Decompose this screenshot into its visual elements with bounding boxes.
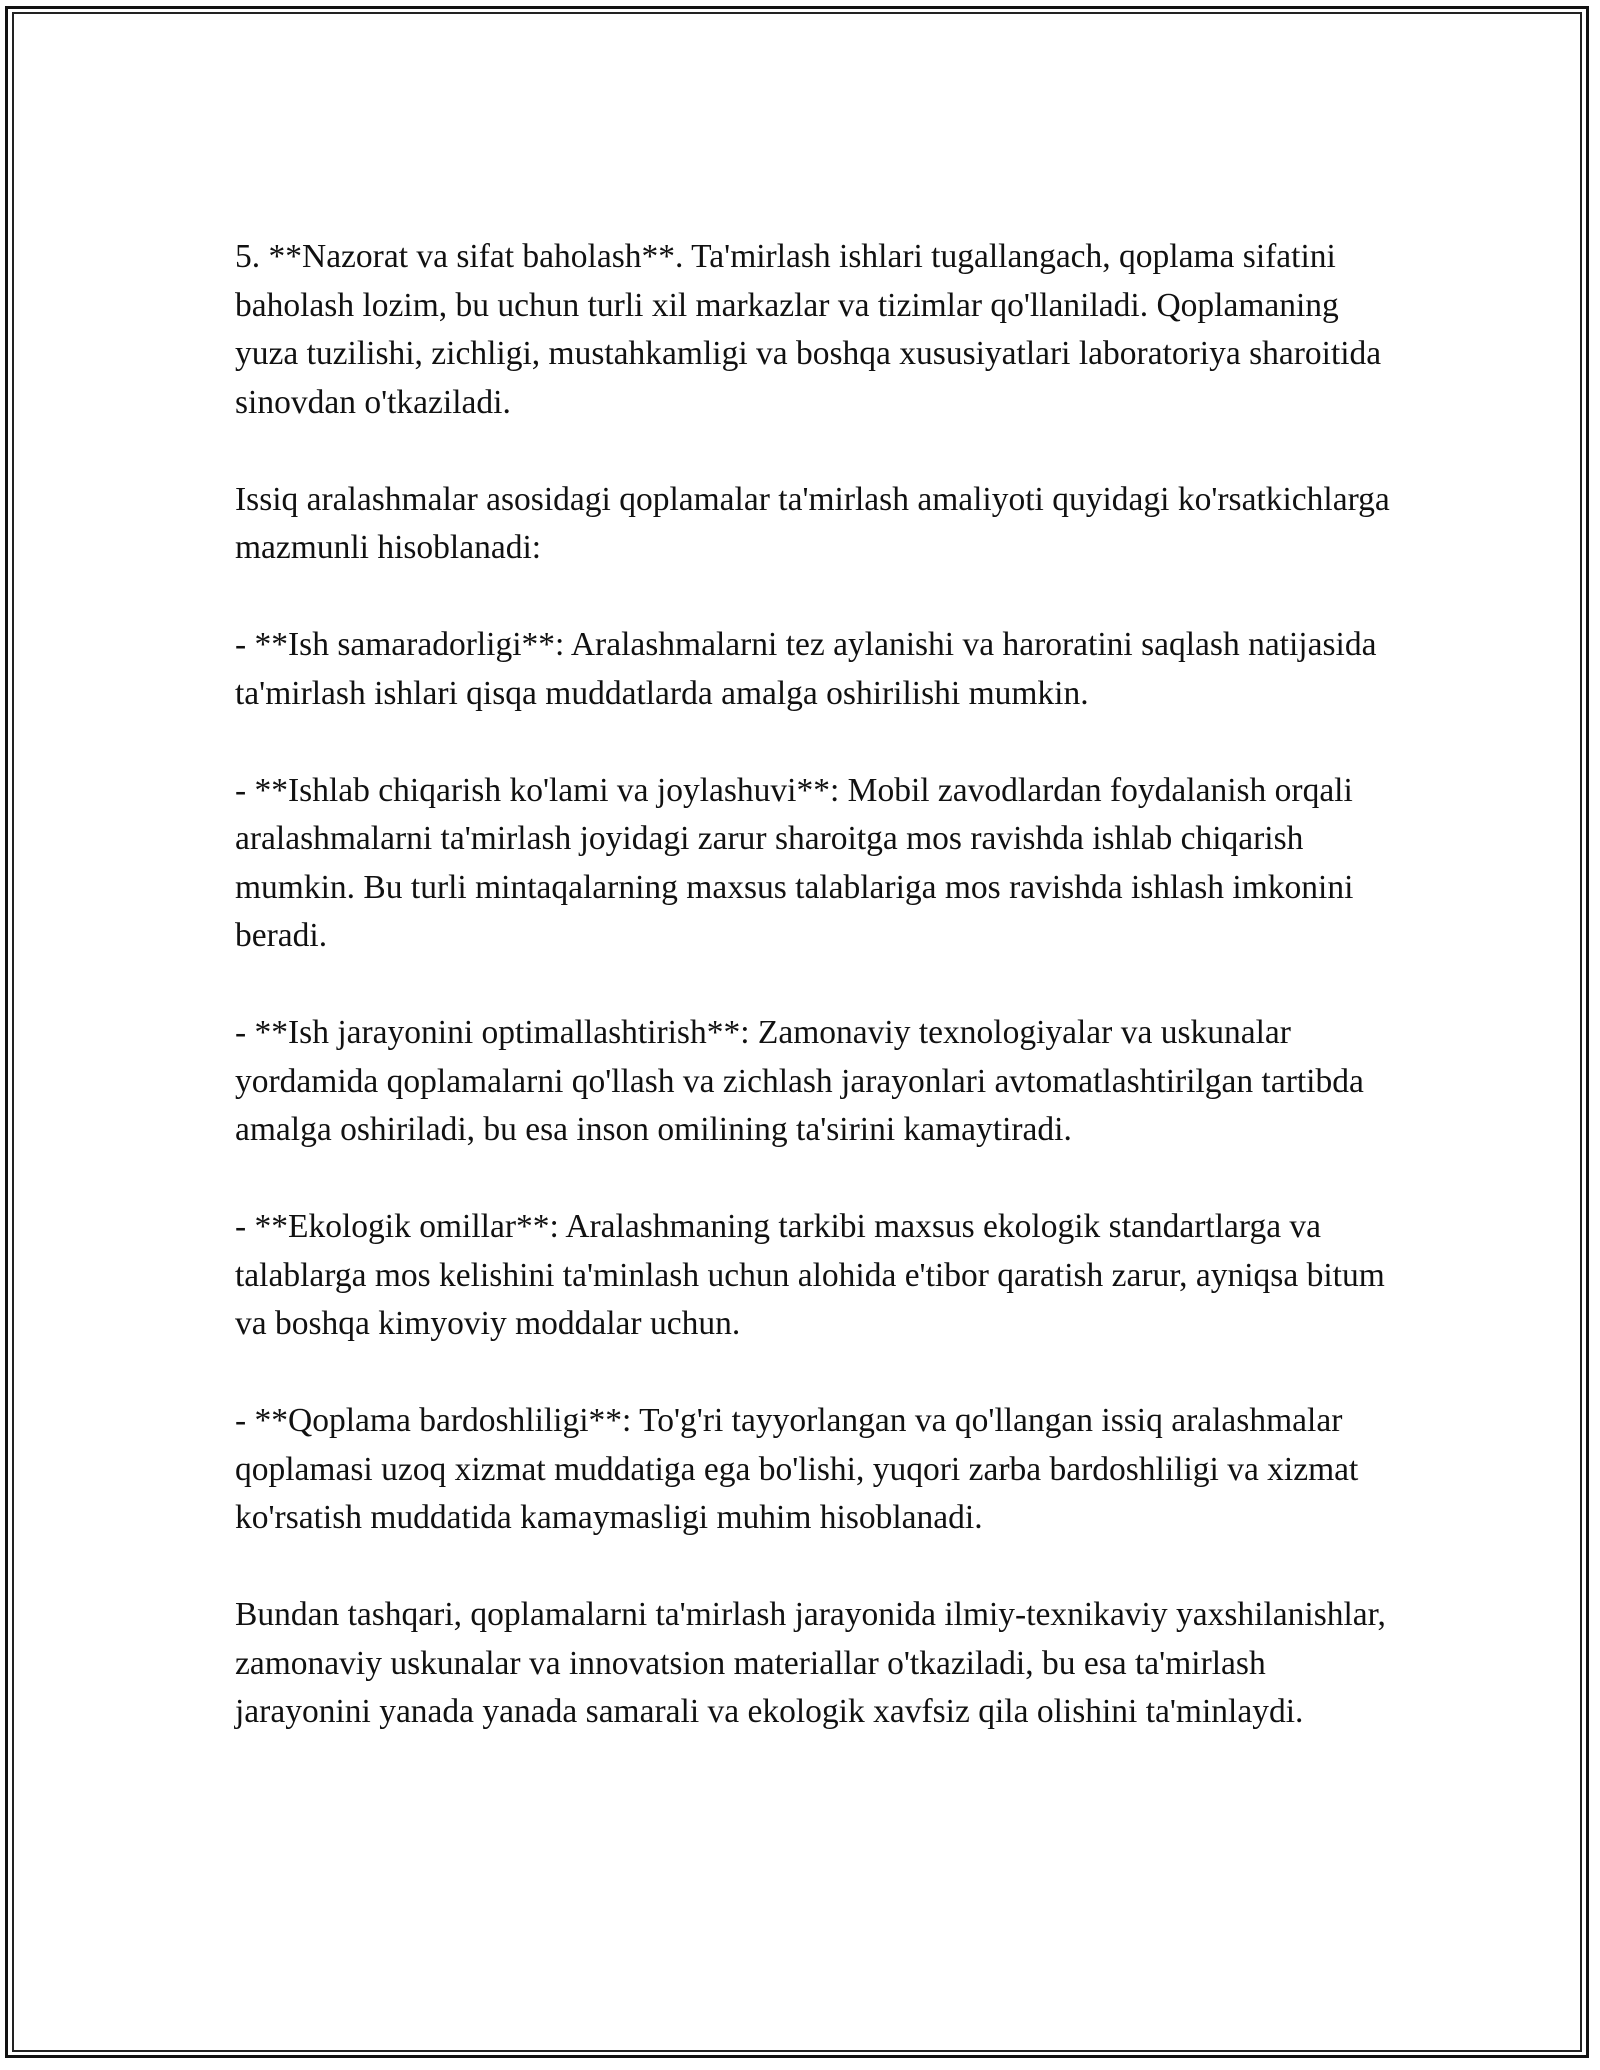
paragraph-quality-control: 5. **Nazorat va sifat baholash**. Ta'mirlash ishlari tugallangach, qoplama sifatini baholash lozim, bu uchun turli xil markazlar va tizimlar qo'llaniladi. Qoplamaning yuza tuzilishi, zichligi, mustahkamligi va boshqa xususiyatlari laboratoriya sharoitida sinovdan o'tkaziladi. [235,238,1382,421]
list-item-work-efficiency: - **Ish samaradorligi**: Aralashmalarni tez aylanishi va haroratini saqlash natijasida ta'mirlash ishlari qisqa muddatlarda amalga oshirilishi mumkin. [235,626,1377,712]
list-item-ecological-factors: - **Ekologik omillar**: Aralashmaning tarkibi maxsus ekologik standartlarga va talablarga mos kelishini ta'minlash uchun alohida e'tibor qaratish zarur, ayniqsa bitum va boshqa kimyoviy moddalar uchun. [235,1208,1385,1342]
document-body [235,233,1395,1737]
paragraph-intro-indicators: Issiq aralashmalar asosidagi qoplamalar ta'mirlash amaliyoti quyidagi ko'rsatkichlarga mazmunli hisoblanadi: [235,480,1390,566]
paragraph-conclusion: Bundan tashqari, qoplamalarni ta'mirlash jarayonida ilmiy-texnikaviy yaxshilanishlar, zamonaviy uskunalar va innovatsion materiallar o'tkaziladi, bu esa ta'mirlash jarayonini yanada yanada samarali va ekologik xavfsiz qila olishini ta'minlaydi. [235,1596,1386,1730]
list-item-coating-durability: - **Qoplama bardoshliligi**: To'g'ri tayyorlangan va qo'llangan issiq aralashmalar qoplamasi uzoq xizmat muddatiga ega bo'lishi, yuqori zarba bardoshliligi va xizmat ko'rsatish muddatida kamaymasligi muhim hisoblanadi. [235,1402,1359,1536]
list-item-production-scale: - **Ishlab chiqarish ko'lami va joylashuvi**: Mobil zavodlardan foydalanish orqali aralashmalarni ta'mirlash joyidagi zarur sharoitga mos ravishda ishlab chiqarish mumkin. Bu turli mintaqalarning maxsus talablariga mos ravishda ishlash imkonini beradi. [235,771,1354,954]
list-item-process-optimization: - **Ish jarayonini optimallashtirish**: Zamonaviy texnologiyalar va uskunalar yordamida qoplamalarni qo'llash va zichlash jarayonlari avtomatlashtirilgan tartibda amalga oshiriladi, bu esa inson omilining ta'sirini kamaytiradi. [235,1014,1364,1148]
